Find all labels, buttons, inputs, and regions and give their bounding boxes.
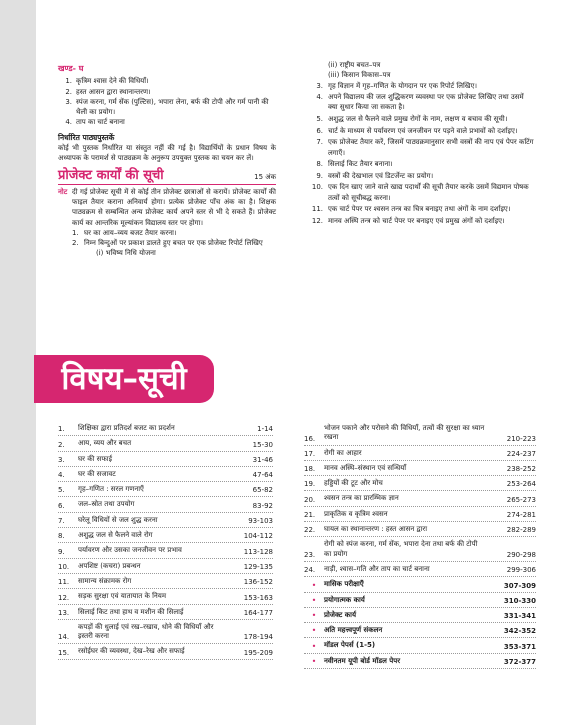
- item-number: 9.: [316, 171, 323, 180]
- project-item: [303, 114, 535, 124]
- toc-title: भोजन पकाने और परोसने की विधियाँ, तत्वों की सुरक्षा का ध्यान रखना: [324, 424, 485, 442]
- toc-title: मासिक परीक्षाएँ: [324, 580, 364, 589]
- item-number: 4.: [65, 118, 72, 127]
- toc-pages: 238-252: [506, 465, 536, 474]
- toc-pages: 353-371: [503, 642, 536, 651]
- project-list-right: [303, 81, 535, 227]
- toc-number: 17.: [304, 449, 316, 458]
- project-item: [303, 81, 535, 91]
- item-number: 1.: [72, 228, 79, 237]
- toc-title: घायल का स्थानान्तरण : हस्त आसन द्वारा: [324, 525, 428, 534]
- left-column: [58, 64, 276, 259]
- toc-row: [304, 537, 536, 562]
- toc-pages: 31-46: [252, 455, 273, 464]
- toc-number: 15.: [58, 648, 70, 657]
- toc-row: [58, 482, 273, 497]
- toc-title: शिक्षिका द्वारा प्रतिदर्श बजट का प्रदर्शन: [78, 424, 175, 432]
- item-number: 4.: [316, 93, 323, 102]
- toc-title: पर्यावरण और उसका जनजीवन पर प्रभाव: [78, 546, 182, 555]
- toc-number: •: [311, 626, 317, 636]
- item-text: अपने विद्यालय की जल शुद्धिकरण व्यवस्था पर एक प्रोजेक्ट लिखिए तथा उसमें क्या सुधार किया जा सकता है।: [328, 93, 524, 112]
- item-text: एक चार्ट पेपर पर श्वसन तन्त्र का चित्र बनाइए तथा अंगों के नाम दर्शाइए।: [328, 205, 511, 214]
- project-item: [303, 182, 535, 203]
- project-item: [72, 228, 276, 238]
- toc-pages: 93-103: [248, 517, 273, 526]
- toc-pages: 15-30: [252, 440, 273, 449]
- toc-pages: 265-273: [506, 495, 536, 504]
- toc-title: अपशिष्ट (कचरा) प्रबन्धन: [78, 561, 141, 570]
- toc-pages: 342-352: [503, 627, 536, 636]
- item-text: स्पंज करना, गर्म सेंक (पुल्टिस), भपारा लेना, बर्फ की टोपी और गर्म पानी की थैली का प्रयोग।: [76, 97, 269, 117]
- toc-number: 1.: [58, 425, 65, 434]
- toc-number: 6.: [58, 501, 65, 510]
- toc-row: [304, 608, 536, 623]
- toc-title: सामान्य संक्रामक रोग: [78, 576, 132, 585]
- contents-banner: [34, 355, 214, 403]
- toc-row: [58, 620, 273, 645]
- toc-row: [58, 605, 273, 620]
- toc-number: 4.: [58, 471, 65, 480]
- prescribed-books-text: कोई भी पुस्तक निर्धारित या संस्तुत नहीं की गई है। विद्यार्थियों के प्रधान विषय के अध्यापक के परामर्श से पाठ्यक्रम के अनुरूप उपयुक्त पुस्तक का चयन कर लें।: [58, 144, 276, 163]
- toc-number: 7.: [58, 517, 65, 526]
- toc-number: 18.: [304, 465, 316, 474]
- toc-row: [58, 589, 273, 604]
- toc-title: कपड़ों की धुलाई एवं रख–रखाव, धोने की विधियाँ और इस्तरी करना: [78, 622, 214, 641]
- toc-row: [58, 452, 273, 467]
- toc-row: [304, 446, 536, 461]
- toc-row: [58, 421, 273, 436]
- toc-title: नाड़ी, श्वास–गति और ताप का चार्ट बनाना: [324, 564, 430, 573]
- project-item: [303, 137, 535, 158]
- toc-pages: 299-306: [506, 566, 536, 575]
- toc-title: सड़क सुरक्षा एवं यातायात के नियम: [78, 592, 167, 601]
- toc-number: 2.: [58, 440, 65, 449]
- outcome-item: [58, 97, 276, 118]
- toc-row: [304, 562, 536, 577]
- item-number: 10.: [311, 183, 323, 192]
- toc-number: 3.: [58, 455, 65, 464]
- project-item: [303, 171, 535, 181]
- toc-row: [304, 507, 536, 522]
- item-text: मानव अस्थि तन्त्र को चार्ट पेपर पर बनाइए एवं प्रमुख अंगों को दर्शाइए।: [328, 216, 505, 225]
- toc-pages: 47-64: [252, 471, 273, 480]
- toc-pages: 253-264: [506, 480, 536, 489]
- toc-pages: 153-163: [243, 593, 273, 602]
- toc-title: रोगी को स्पंज करना, गर्म सेंक, भपारा देना तथा बर्फ की टोपी का प्रयोग: [324, 540, 478, 558]
- toc-pages: 210-223: [506, 434, 536, 443]
- outcome-list: [58, 76, 276, 127]
- outcome-item: [58, 87, 276, 97]
- item-number: 6.: [316, 126, 323, 135]
- toc-row: [58, 528, 273, 543]
- toc-pages: 307-309: [503, 581, 536, 590]
- toc-title: गृह–गणित : सरल गणनाएँ: [78, 485, 144, 494]
- toc-pages: 83-92: [252, 501, 273, 510]
- toc-row: [304, 491, 536, 506]
- toc-number: 8.: [58, 532, 65, 541]
- item-text: चार्ट के माध्यम से पर्यावरण एवं जनजीवन पर पड़ने वाले प्रभावों को दर्शाइए।: [328, 126, 518, 135]
- toc-title: अशुद्ध जल से फैलने वाले रोग: [78, 531, 153, 540]
- item-number: 5.: [316, 115, 323, 124]
- toc-title: प्रयोगात्मक कार्य: [324, 595, 365, 604]
- toc-number: •: [311, 611, 317, 621]
- project-list-title: प्रोजेक्ट कार्यों की सूची: [58, 167, 164, 183]
- project-item: [303, 92, 535, 113]
- item-number: 7.: [316, 138, 323, 147]
- item-text: घर का आय–व्यय बजट तैयार करना।: [84, 228, 177, 237]
- toc-row: [304, 461, 536, 476]
- toc-row: [304, 522, 536, 537]
- toc-number: 21.: [304, 511, 316, 520]
- toc-row: [58, 467, 273, 482]
- toc-pages: 290-298: [506, 550, 536, 559]
- toc-number: 12.: [58, 593, 70, 602]
- toc-title: नवीनतम यूपी बोर्ड मॉडल पेपर: [324, 656, 401, 665]
- item-text: अशुद्ध जल से फैलने वाले प्रमुख रोगों के नाम, लक्षण व बचाव की सूची।: [328, 115, 508, 124]
- toc-pages: 113-128: [243, 547, 273, 556]
- toc-row: [304, 476, 536, 491]
- item-number: 3.: [316, 81, 323, 90]
- section-heading: खण्ड- घ: [58, 64, 84, 73]
- toc-row: [304, 421, 536, 446]
- toc-row: [304, 654, 536, 669]
- item-number: 8.: [316, 160, 323, 169]
- toc-title: श्वसन तन्त्र का प्रारम्भिक ज्ञान: [324, 494, 399, 503]
- item-text: गृह विज्ञान में गृह–गणित के योगदान पर एक रिपोर्ट लिखिए।: [328, 81, 478, 90]
- toc-title: प्रोजेक्ट कार्य: [324, 610, 357, 619]
- project-sub-item: (ii) राष्ट्रीय बचत–पत्र: [328, 61, 381, 69]
- toc-title: जल–स्रोत तथा उपयोग: [78, 500, 135, 509]
- item-text: हस्त आसन द्वारा स्थानान्तरण।: [76, 87, 151, 96]
- toc-title: आय, व्यय और बचत: [78, 439, 132, 448]
- toc-pages: 129-135: [243, 562, 273, 571]
- toc-row: [58, 497, 273, 512]
- toc-pages: 104-112: [243, 532, 273, 541]
- toc-number: 16.: [304, 434, 316, 443]
- project-list-left: [58, 228, 276, 249]
- toc-title: हड्डियों की टूट और मोच: [324, 479, 383, 488]
- toc-row: [304, 638, 536, 653]
- item-number: 1.: [65, 77, 72, 86]
- toc-pages: 1-14: [257, 425, 273, 434]
- project-sub-list: [303, 60, 535, 81]
- project-item: [303, 159, 535, 169]
- toc-title: घरेलू विधियों से जल शुद्ध करना: [78, 515, 158, 524]
- project-item: [303, 216, 535, 226]
- toc-pages: 331-341: [503, 612, 536, 621]
- contents-heading: विषय–सूची: [61, 361, 187, 397]
- project-sub-item: (iii) किसान विकास–पत्र: [328, 71, 391, 80]
- toc-title: घर की सजावट: [78, 469, 116, 478]
- toc-number: •: [311, 580, 317, 590]
- toc-number: •: [311, 641, 317, 651]
- toc-number: 14.: [58, 633, 70, 642]
- left-margin-strip: [0, 0, 36, 725]
- note-label: नोट: [58, 187, 68, 196]
- toc-title: घर की सफाई: [78, 454, 113, 463]
- toc-number: 11.: [58, 578, 70, 587]
- toc-row: [304, 577, 536, 592]
- item-number: 2.: [65, 87, 72, 96]
- toc-row: [58, 436, 273, 451]
- toc-row: [304, 623, 536, 638]
- toc-number: 22.: [304, 526, 316, 535]
- toc-number: •: [311, 595, 317, 605]
- toc-row: [58, 513, 273, 528]
- toc-pages: 136-152: [243, 578, 273, 587]
- project-item: [72, 238, 276, 248]
- toc-number: 24.: [304, 566, 316, 575]
- toc-title: सिलाई किट तथा हाथ व मशीन की सिलाई: [78, 607, 184, 616]
- toc-row: [58, 644, 273, 659]
- toc-pages: 195-209: [243, 648, 273, 657]
- item-number: 12.: [311, 216, 323, 225]
- item-text: कृत्रिम श्वास देने की विधियाँ।: [76, 77, 149, 86]
- toc-title: अति महत्त्वपूर्ण संकलन: [324, 626, 383, 635]
- toc-number: 13.: [58, 608, 70, 617]
- toc-number: 20.: [304, 495, 316, 504]
- toc-title: मानव अस्थि–संस्थान एवं सन्धियाँ: [324, 463, 407, 472]
- item-text: ताप का चार्ट बनाना: [76, 118, 125, 127]
- outcome-item: [58, 76, 276, 86]
- prescribed-books-heading: निर्धारित पाठ्यपुस्तकें: [58, 132, 115, 142]
- toc-row: [58, 574, 273, 589]
- toc-pages: 178-194: [243, 633, 273, 642]
- project-sub-item: (i) भविष्य निधि योजना: [96, 249, 156, 258]
- right-column: [303, 60, 535, 227]
- toc-pages: 65-82: [252, 486, 273, 495]
- toc-pages: 310-330: [503, 596, 536, 605]
- toc-title: रोगी का आहार: [324, 448, 362, 457]
- toc-row: [304, 593, 536, 608]
- item-number: 2.: [72, 239, 79, 248]
- toc-number: 10.: [58, 562, 70, 571]
- toc-pages: 224-237: [506, 449, 536, 458]
- toc-pages: 164-177: [243, 608, 273, 617]
- item-text: एक दिन खाए जाने वाले खाद्य पदार्थों की सूची तैयार करके उसमें विद्यमान पोषक तत्वों को सूचीबद्ध करना।: [328, 183, 529, 202]
- item-number: 3.: [65, 97, 72, 106]
- item-text: वस्त्रों की देखभाल एवं डिटर्जेन्ट का प्रयोग।: [328, 171, 434, 180]
- toc-pages: 282-289: [506, 526, 536, 535]
- note-text: दी गई प्रोजेक्ट सूची में से कोई तीन प्रोजेक्ट छात्राओं से करायें। प्रोजेक्ट कार्यों की फाइल तैयार कराना अनिवार्य होगा। प्रत्येक प्रोजेक्ट पाँच अंक का है। शिक्षक पाठ्यक्रम से सम्बन्धित अन्य प्रोजेक्ट कार्य अपने स्तर से भी दे सकते हैं। प्रोजेक्ट कार्य का आन्तरिक मूल्यांकन विद्यालय स्तर पर होगा।: [72, 187, 276, 227]
- project-item: [303, 204, 535, 214]
- item-text: सिलाई किट तैयार बनाना।: [328, 160, 393, 169]
- toc-number: 23.: [304, 550, 316, 559]
- toc-title: मॉडल पेपर्स (1-5): [324, 641, 376, 650]
- item-number: 11.: [311, 205, 323, 214]
- toc-title: रसोईघर की व्यवस्था, देख–रेख और सफाई: [78, 647, 185, 656]
- outcome-item: [58, 117, 276, 127]
- item-text: एक प्रोजेक्ट तैयार करें, जिसमें पाठ्यक्रमानुसार सभी वस्त्रों की नाप एवं पेपर कटिंग लगाएँ।: [328, 138, 534, 157]
- project-item: [303, 126, 535, 136]
- toc-pages: 274-281: [506, 511, 536, 520]
- toc-number: •: [311, 657, 317, 667]
- toc-number: 5.: [58, 486, 65, 495]
- toc-number: 19.: [304, 480, 316, 489]
- toc-pages: 372-377: [503, 658, 536, 667]
- toc-number: 9.: [58, 547, 65, 556]
- toc-title: प्राकृतिक व कृत्रिम श्वसन: [324, 509, 388, 518]
- project-note: [58, 187, 276, 228]
- toc-right-column: [304, 421, 536, 669]
- toc-row: [58, 543, 273, 558]
- project-marks: 15 अंक: [254, 173, 276, 182]
- item-text: निम्न बिन्दुओं पर प्रकाश डालते हुए बचत पर एक प्रोजेक्ट रिपोर्ट लिखिए: [84, 239, 263, 248]
- toc-row: [58, 559, 273, 574]
- project-list-header: [58, 168, 276, 185]
- toc-left-column: [58, 421, 273, 660]
